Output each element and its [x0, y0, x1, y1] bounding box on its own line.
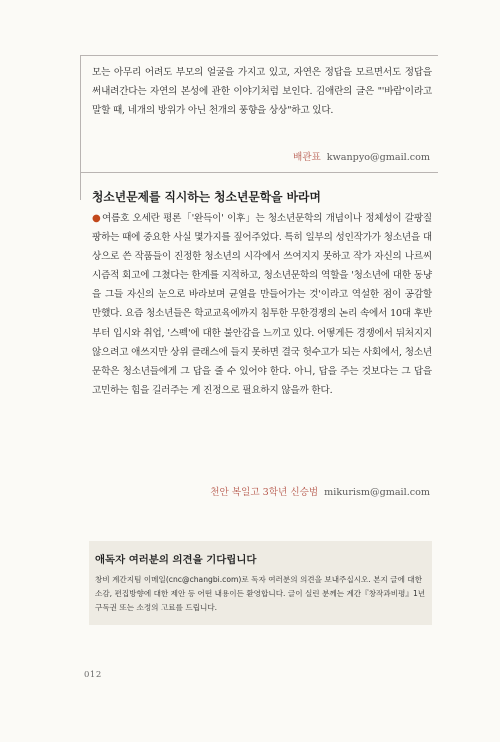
section-divider — [80, 172, 438, 173]
top-email: kwanpyo@gmail.com — [326, 152, 430, 163]
reader-notice-box — [89, 541, 432, 625]
notice-body: 창비 계간지팀 이메일(cnc@changbi.com)로 독자 여러분의 의견을 보내주십시오. 본지 글에 대한 소감, 편집방향에 대한 제안 등 어떤 내용이든 환영합니다. 글이 실린 분께는 계간『창작과비평』1년 구독권 또는 소정의 고료를 드립니다. — [95, 575, 426, 612]
page-number: 012 — [84, 670, 102, 680]
top-paragraph: 모는 아무리 어려도 부모의 얼굴을 가지고 있고, 자연은 정답을 모르면서도 정답을 써내려간다는 자연의 본성에 관한 이야기처럼 보인다. 김애란의 글은 "'바람'이라고 말할 때, 네개의 방위가 아닌 천개의 풍향을 상상"하고 있다. — [92, 67, 432, 117]
frame-top-line — [80, 55, 438, 56]
article-signature — [210, 484, 430, 498]
top-author: 배관표 — [292, 152, 321, 163]
top-signature — [293, 149, 430, 163]
article-heading: 청소년문제를 직시하는 청소년문학을 바라며 — [92, 190, 321, 204]
article-author: 천안 복일고 3학년 신승범 — [210, 487, 319, 498]
bullet-icon: ● — [92, 213, 102, 224]
notice-title: 애독자 여러분의 의견을 기다립니다 — [95, 554, 257, 566]
article-text: 여름호 오세란 평론「'완득이' 이후」는 청소년문학의 개념이나 정체성이 갈팡질팡하는 때에 중요한 사실 몇가지를 짚어주었다. 특히 일부의 성인작가가 청소년을 대상으로 쓴 작품들이 진정한 청소년의 시각에서 쓰여지지 못하고 작가 자신의 나르씨시즘적 회고에 그쳤다는 한계를 지적하고, 청소년문학의 역할을 '청소년에 대한 동냥을 그들 자신의 눈으로 바라보며 균열을 만들어가는 것'이라고 역설한 점이 공감할 만했다. 요즘 청소년들은 학교교육에까지 침투한 무한경쟁의 논리 속에서 10대 후반부터 입시와 취업, '스펙'에 대한 불안감을 느끼고 있다. 어떻게든 경쟁에서 뒤처지지 않으려고 애쓰지만 상위 클래스에 들지 못하면 결국 헛수고가 되는 사회에서, 청소년문학은 청소년들에게 그 답을 줄 수 있어야 한다. 아니, 답을 주는 것보다는 그 답을 고민하는 힘을 길러주는 게 진정으로 필요하지 않을까 한다. — [92, 213, 433, 396]
article-paragraph — [92, 209, 432, 400]
frame-left-line — [80, 55, 81, 200]
article-email: mikurism@gmail.com — [324, 487, 430, 498]
